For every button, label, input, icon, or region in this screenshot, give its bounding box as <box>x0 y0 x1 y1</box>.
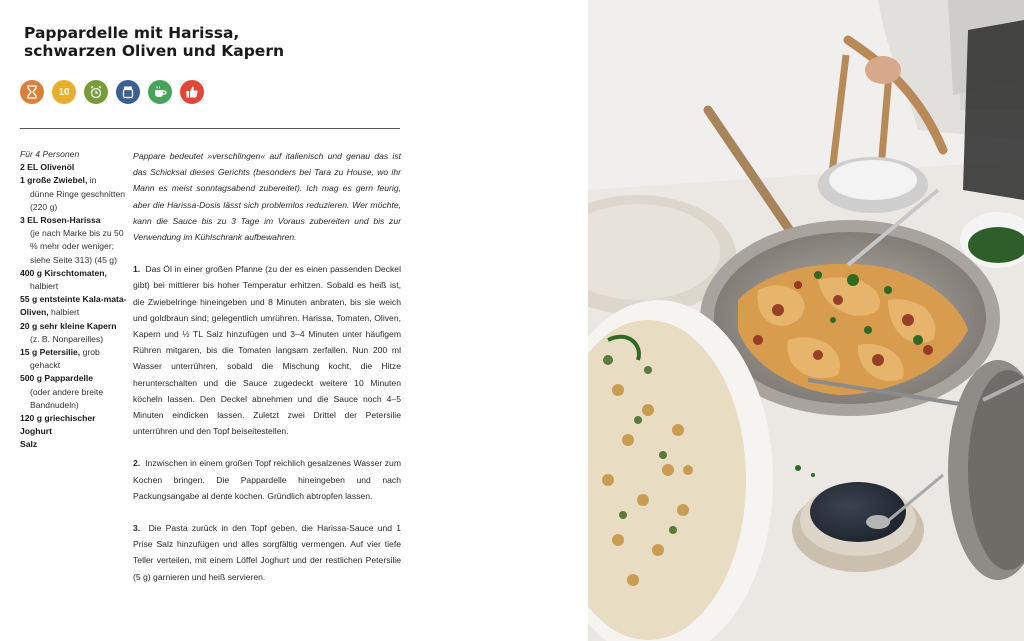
divider-rule <box>20 128 400 129</box>
step-text: Inzwischen in einem großen Topf reichlich gesalzenes Wasser zum Kochen bringen. Die Pappardelle hineingeben und nach Packungsangabe al dente kochen. Gründlich abtropfen lassen. <box>133 458 401 501</box>
ingredient-item <box>20 438 128 451</box>
ingredient-item <box>20 346 128 372</box>
ingredient-amount: 1 große Zwiebel, <box>20 175 88 186</box>
step-text: Die Pasta zurück in den Topf geben, die Harissa-Sauce und 1 Prise Salz hinzufügen und alles sorgfältig vermengen. Auf vier tiefe Teller verteilen, mit einem Löffel Joghurt und der restlichen Petersilie (5 g) garnieren und heiß servieren. <box>133 523 401 582</box>
ingredient-note: gehackt <box>30 360 61 371</box>
ten-badge-label: 10 <box>58 86 70 98</box>
food-photo-illustration <box>588 0 1024 641</box>
ingredient-note: halbiert <box>48 307 80 318</box>
step-number: 1. <box>133 264 141 275</box>
title-line-2: schwarzen Oliven und Kapern <box>24 42 285 60</box>
ingredient-note: halbiert <box>30 281 59 292</box>
method-step <box>133 455 401 504</box>
ingredient-note: dünne Ringe geschnitten (220 g) <box>30 188 126 212</box>
ingredients-list <box>20 148 128 452</box>
cup-icon <box>148 80 172 104</box>
servings-label: Für 4 Personen <box>20 149 80 159</box>
hourglass-icon <box>20 80 44 104</box>
ten-badge <box>52 80 76 104</box>
title-line-1: Pappardelle mit Harissa, <box>24 24 240 42</box>
step-number: 2. <box>133 458 141 469</box>
ingredient-amount: 2 EL Olivenöl <box>20 162 75 173</box>
method-text <box>133 148 401 601</box>
ingredient-amount: Salz <box>20 439 38 450</box>
ingredient-amount: 20 g sehr kleine Kapern <box>20 320 117 331</box>
alarm-clock-icon <box>84 80 108 104</box>
ingredient-amount: 15 g Petersilie, <box>20 347 81 358</box>
ingredient-note: grob <box>80 347 100 358</box>
recipe-title <box>24 24 444 60</box>
thumbs-up-icon <box>180 80 204 104</box>
ingredient-amount: 55 g entsteinte Kala-mata-Oliven, <box>20 294 127 318</box>
jar-icon <box>116 80 140 104</box>
step-text: Das Öl in einer großen Pfanne (zu der es einen passenden Deckel gibt) bei mittlerer bis hoher Temperatur erhitzen. Sobald es heiß ist, die Zwiebelringe hineingeben und 8 Minuten anbraten, bis sie weich und goldbraun sind; gelegentlich umrühren. Harissa, Tomaten, Oliven, Kapern und ½ TL Salz hinzufügen und 3–4 Minuten unter häufigem Rühren mitgaren, bis die Tomaten langsam zerfallen. Nun 200 ml Wasser unterrühren, sobald die Mischung kocht, die Hitze herunterschalten und die Sauce zugedeckt weitere 10 Minuten köcheln lassen. Den Deckel abnehmen und die Sauce noch 4–5 Minuten eindicken lassen. Zuletzt zwei Drittel der Petersilie unterrühren und den Topf beiseitestellen. <box>133 264 401 437</box>
ingredient-amount: 400 g Kirschtomaten, <box>20 267 107 278</box>
ingredient-note: in <box>87 175 97 186</box>
ingredient-item <box>20 214 128 267</box>
food-photo <box>588 0 1024 641</box>
step-number: 3. <box>133 523 141 534</box>
ingredient-note: (je nach Marke bis zu 50 % mehr oder weniger; siehe Seite 313) (45 g) <box>30 228 124 265</box>
ingredient-item <box>20 293 128 319</box>
ingredient-item <box>20 161 128 174</box>
recipe-badges <box>20 80 204 106</box>
ingredient-note: (oder andere breite Bandnudeln) <box>30 386 104 410</box>
ingredient-note: (z. B. Nonpareilles) <box>30 333 104 344</box>
ingredient-amount: 500 g Pappardelle <box>20 373 94 384</box>
recipe-intro: Pappare bedeutet »verschlingen« auf italienisch und genau das ist das Schicksal dieses Gerichts (besonders bei Tara zu House, wo ihr Mann es meist sonntagsabend zubereitet). Ich mag es gern feurig, aber die Harissa-Dosis lässt sich problemlos reduzieren. Wer möchte, kann die Sauce bis zu 3 Tage im Voraus zubereiten und bis zur Verwendung im Kühlschrank aufbewahren. <box>133 151 401 243</box>
ingredient-item <box>20 174 128 214</box>
ingredient-item <box>20 372 128 412</box>
method-step <box>133 261 401 439</box>
method-step <box>133 520 401 585</box>
ingredient-amount: 120 g griechischer Joghurt <box>20 413 96 437</box>
ingredient-item <box>20 320 128 346</box>
ingredient-item <box>20 412 128 438</box>
ingredient-item <box>20 267 128 293</box>
ingredient-amount: 3 EL Rosen-Harissa <box>20 215 101 226</box>
